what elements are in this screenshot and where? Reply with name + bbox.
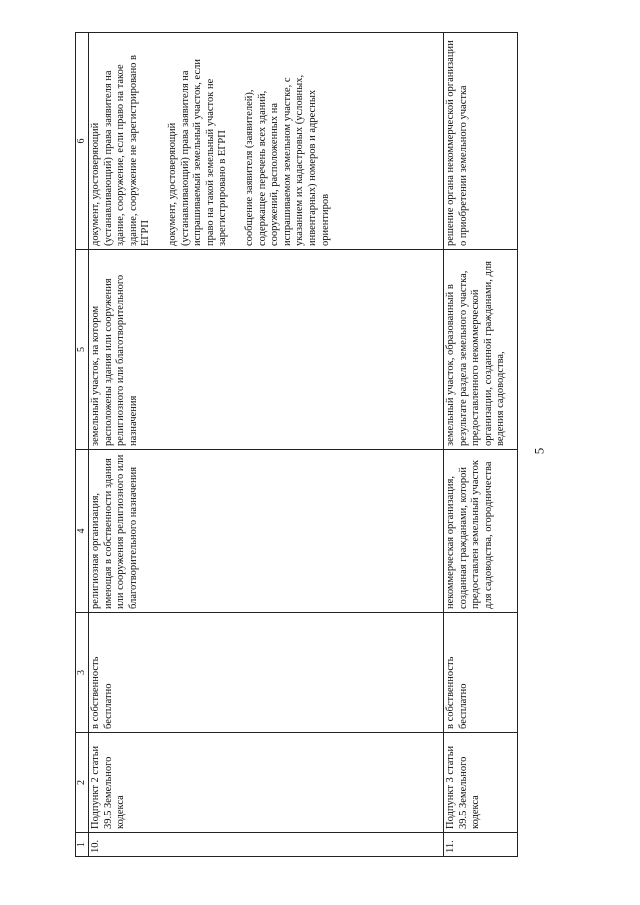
documents-cell (89, 33, 444, 250)
applicant-cell: некоммерческая организация, созданная гражданами, которой предоставлен земельный участок для садоводства, огородничества (444, 450, 518, 613)
column-header: 6 (76, 33, 89, 250)
provision-type-cell: в собственность бесплатно (89, 613, 444, 733)
legal-basis-cell: Подпункт 2 статьи 39.5 Земельного кодекса (89, 733, 444, 833)
row-number-cell: 10. (89, 833, 444, 857)
column-number-row (76, 33, 89, 857)
table-row (89, 33, 444, 857)
document-item: сообщение заявителя (заявителей), содержащее перечень всех зданий, сооружений, расположенных на испрашиваемом земельном участке, с указанием их кадастровых (условных, инвентарных) номеров и адресных ориентиров (243, 74, 331, 246)
documents-cell (444, 33, 518, 250)
legal-basis-cell: Подпункт 3 статьи 39.5 Земельного кодекса (444, 733, 518, 833)
applicant-cell: религиозная организация, имеющая в собственности здания или сооружения религиозного или благотворительного назначения (89, 450, 444, 613)
column-header: 1 (76, 833, 89, 857)
land-allocation-table (75, 32, 518, 857)
document-item: документ, удостоверяющий (устанавливающий) права заявителя на испрашиваемый земельный участок, если право на такой земельный участок не зарегистрировано в ЕГРП (166, 58, 229, 246)
table-row (444, 33, 518, 857)
rotated-table-wrapper (75, 33, 513, 857)
column-header: 4 (76, 450, 89, 613)
column-header: 2 (76, 733, 89, 833)
document-item: решение органа некоммерческой организации о приобретении земельного участка (445, 40, 469, 246)
land-plot-cell: земельный участок, на котором расположены здания или сооружения религиозного или благотворительного назначения (89, 250, 444, 450)
page-number: 5 (531, 447, 547, 455)
document-item: документ, удостоверяющий (устанавливающий) права заявителя на здание, сооружение, если право на такое здание, сооружение не зарегистрировано в ЕГРП (90, 54, 152, 246)
row-number-cell: 11. (444, 833, 518, 857)
provision-type-cell: в собственность бесплатно (444, 613, 518, 733)
land-plot-cell: земельный участок, образованный в результате раздела земельного участка, предоставленного некоммерческой организации, созданной гражданами, для ведения садоводства, (444, 250, 518, 450)
column-header: 5 (76, 250, 89, 450)
column-header: 3 (76, 613, 89, 733)
